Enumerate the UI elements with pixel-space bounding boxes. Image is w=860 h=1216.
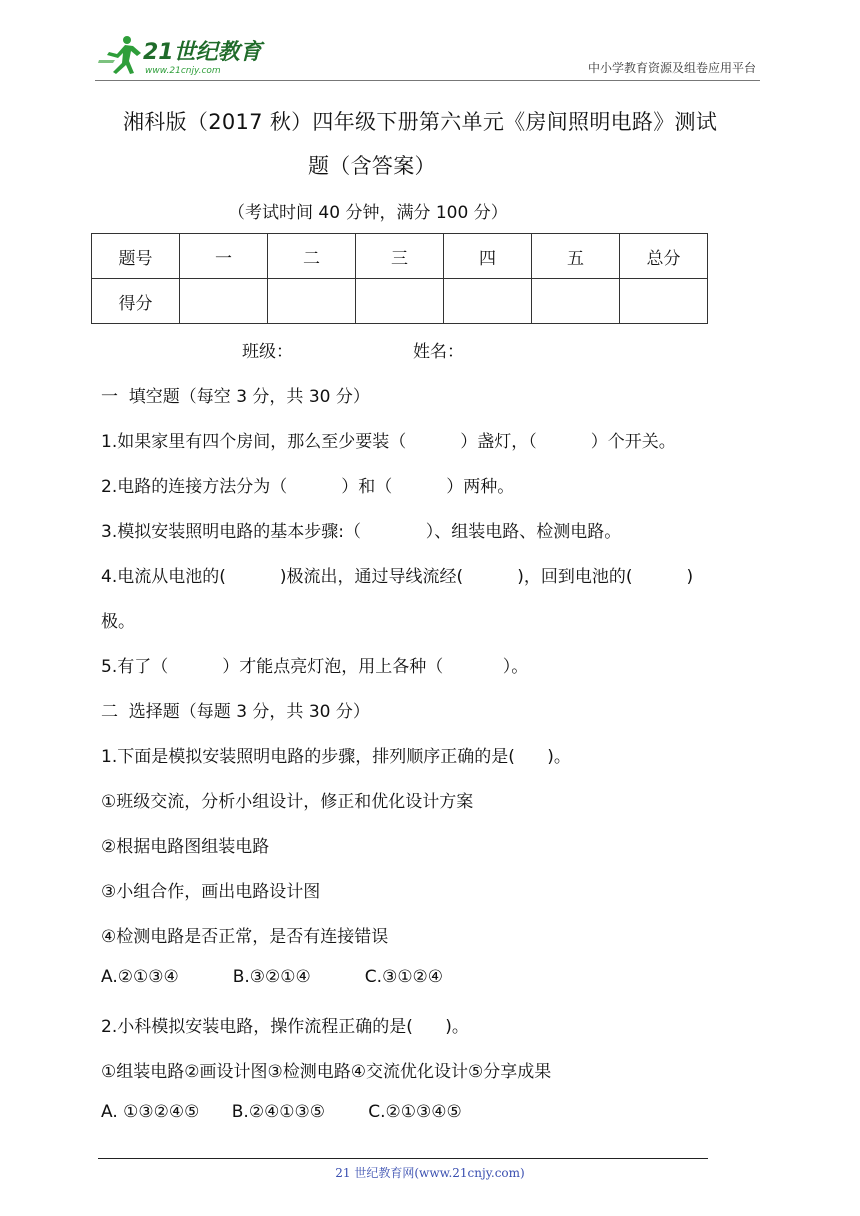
site-logo (95, 32, 265, 78)
column-header: 三 (356, 234, 444, 279)
question-step: ①组装电路②画设计图③检测电路④交流优化设计⑤分享成果 (101, 1062, 552, 1082)
score-cell[interactable] (268, 279, 356, 324)
question-step: ①班级交流，分析小组设计，修正和优化设计方案 (101, 792, 474, 812)
name-label: 姓名： (413, 342, 464, 362)
question-step: ②根据电路图组装电路 (101, 837, 270, 857)
score-table-score-row (92, 279, 708, 324)
answer-options: A. ①③②④⑤ B.②④①③⑤ C.②①③④⑤ (101, 1102, 462, 1122)
score-cell[interactable] (444, 279, 532, 324)
row-header-score: 得分 (92, 279, 180, 324)
page-title (95, 100, 765, 188)
column-header: 五 (532, 234, 620, 279)
class-label: 班级： (242, 342, 293, 362)
score-cell[interactable] (532, 279, 620, 324)
section-heading-choice: 二 选择题（每题 3 分，共 30 分） (101, 702, 370, 722)
question-item: 1.如果家里有四个房间，那么至少要装（ ）盏灯，（ ）个开关。 (101, 432, 676, 452)
exam-info: （考试时间 40 分钟，满分 100 分） (228, 203, 508, 223)
footer-link[interactable]: 21 世纪教育网(www.21cnjy.com) (335, 1166, 525, 1180)
question-item: 3.模拟安装照明电路的基本步骤:（ ）、组装电路、检测电路。 (101, 522, 622, 542)
svg-text:www.21cnjy.com: www.21cnjy.com (145, 66, 221, 76)
question-step: ④检测电路是否正常，是否有连接错误 (101, 927, 389, 947)
score-table-header-row (92, 234, 708, 279)
score-table (91, 233, 708, 324)
column-header-total: 总分 (620, 234, 708, 279)
section-heading-fill-in: 一 填空题（每空 3 分，共 30 分） (101, 387, 370, 407)
footer-divider (98, 1158, 708, 1159)
title-line-2: 题（含答案） (308, 154, 436, 178)
question-item: 2.电路的连接方法分为（ ）和（ ）两种。 (101, 477, 515, 497)
answer-options: A.②①③④ B.③②①④ C.③①②④ (101, 967, 444, 987)
score-cell[interactable] (180, 279, 268, 324)
column-header: 四 (444, 234, 532, 279)
question-item: 2.小科模拟安装电路，操作流程正确的是( )。 (101, 1017, 469, 1037)
question-item-continuation: 极。 (101, 612, 135, 632)
question-step: ③小组合作，画出电路设计图 (101, 882, 321, 902)
title-line-1: 湘科版（2017 秋）四年级下册第六单元《房间照明电路》测试 (123, 110, 718, 134)
svg-text:21世纪教育: 21世纪教育 (143, 40, 262, 65)
question-item: 4.电流从电池的( )极流出，通过导线流经( )，回到电池的( ) (101, 567, 694, 587)
question-item: 5.有了（ ）才能点亮灯泡，用上各种（ ）。 (101, 657, 529, 677)
column-header: 一 (180, 234, 268, 279)
page-header (95, 30, 760, 81)
question-item: 1.下面是模拟安装照明电路的步骤，排列顺序正确的是( )。 (101, 747, 571, 767)
row-header-question-number: 题号 (92, 234, 180, 279)
score-cell-total[interactable] (620, 279, 708, 324)
header-platform-text: 中小学教育资源及组卷应用平台 (587, 61, 756, 75)
score-cell[interactable] (356, 279, 444, 324)
column-header: 二 (268, 234, 356, 279)
